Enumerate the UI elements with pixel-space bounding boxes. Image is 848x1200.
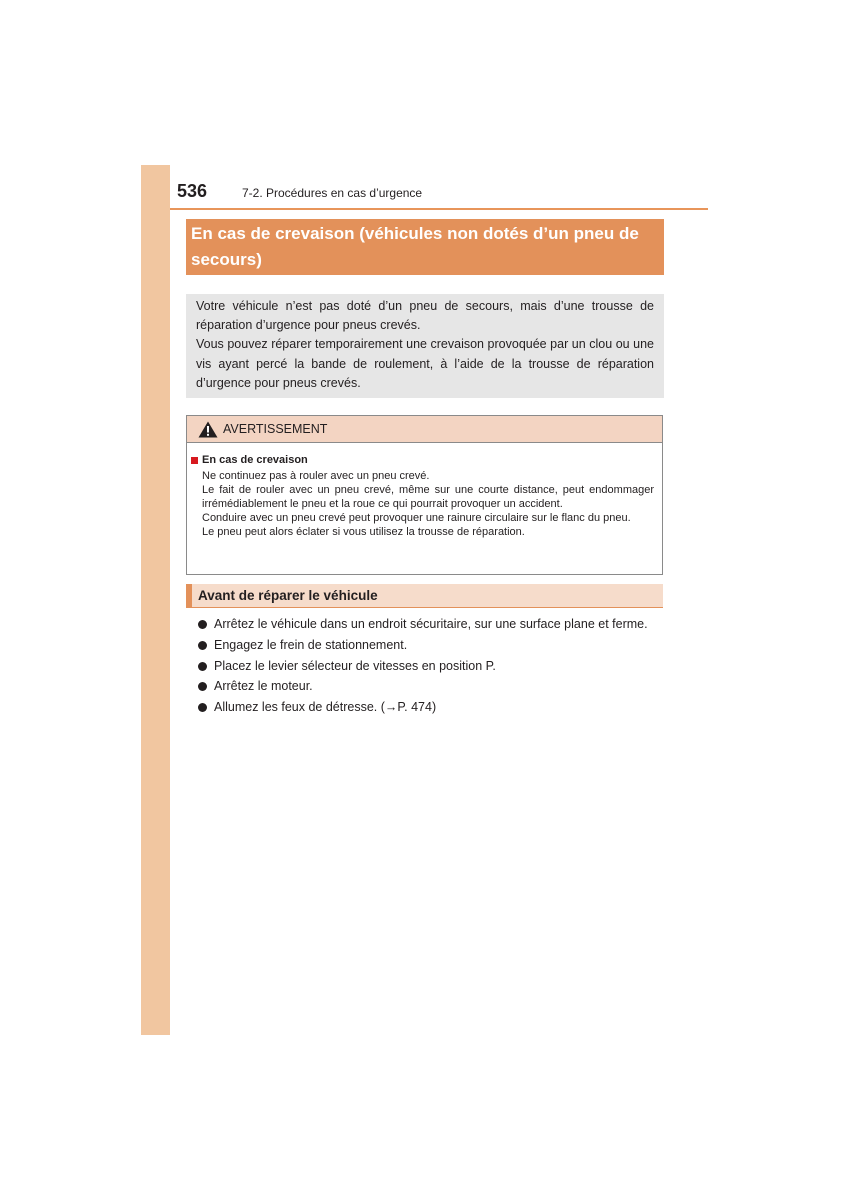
warning-line: Conduire avec un pneu crevé peut provoquer une rainure circulaire sur le flanc du pneu.	[202, 512, 631, 524]
intro-paragraph-2: Vous pouvez réparer temporairement une crevaison provoquée par un clou ou une vis ayant percé la bande de roulement, à l’aide de la trousse de réparation d’urgence pour pneus crevés.	[196, 337, 654, 390]
list-item-text: Placez le levier sélecteur de vitesses en position P.	[214, 658, 496, 673]
intro-box	[186, 294, 664, 398]
warning-bullet-square	[191, 457, 198, 464]
warning-triangle-icon	[198, 421, 218, 438]
list-item	[196, 615, 659, 635]
intro-paragraph-1: Votre véhicule n’est pas doté d’un pneu de secours, mais d’une trousse de réparation d’urgence pour pneus crevés.	[196, 299, 654, 333]
subsection-accent	[186, 584, 192, 608]
warning-line: Ne continuez pas à rouler avec un pneu crevé.	[202, 470, 430, 482]
page-number: 536	[177, 181, 208, 201]
bullet-dot-icon	[198, 620, 207, 629]
list-item	[196, 657, 659, 677]
list-item-text: Arrêtez le moteur.	[214, 679, 313, 694]
warning-line: Le pneu peut alors éclater si vous utilisez la trousse de réparation.	[202, 526, 525, 538]
bullet-dot-icon	[198, 641, 207, 650]
list-item-text: Allumez les feux de détresse. (→P. 474)	[214, 700, 437, 715]
subsection-title: Avant de réparer le véhicule	[198, 588, 378, 603]
bullet-dot-icon	[198, 662, 207, 671]
bullet-dot-icon	[198, 703, 207, 712]
checklist	[196, 615, 659, 719]
list-item	[196, 698, 659, 718]
warning-line: Le fait de rouler avec un pneu crevé, même sur une courte distance, peut endommager irrémédiablement le pneu et la roue ce qui pourrait provoquer un accident.	[202, 484, 654, 510]
list-item-text: Arrêtez le véhicule dans un endroit sécuritaire, sur une surface plane et ferme.	[214, 617, 648, 631]
warning-text	[202, 469, 654, 539]
section-reference: 7-2. Procédures en cas d’urgence	[242, 186, 423, 200]
warning-title: AVERTISSEMENT	[223, 422, 328, 436]
list-item	[196, 677, 659, 697]
subsection-header	[186, 584, 663, 608]
page-title: En cas de crevaison (véhicules non dotés d’un pneu de secours)	[186, 219, 664, 275]
bullet-dot-icon	[198, 682, 207, 691]
warning-box	[186, 415, 663, 575]
warning-body	[187, 443, 662, 539]
list-item	[196, 636, 659, 656]
warning-subtitle: En cas de crevaison	[202, 454, 308, 466]
warning-header	[187, 416, 662, 443]
page-header	[170, 180, 708, 210]
list-item-text: Engagez le frein de stationnement.	[214, 637, 408, 652]
side-color-bar	[141, 165, 170, 1035]
